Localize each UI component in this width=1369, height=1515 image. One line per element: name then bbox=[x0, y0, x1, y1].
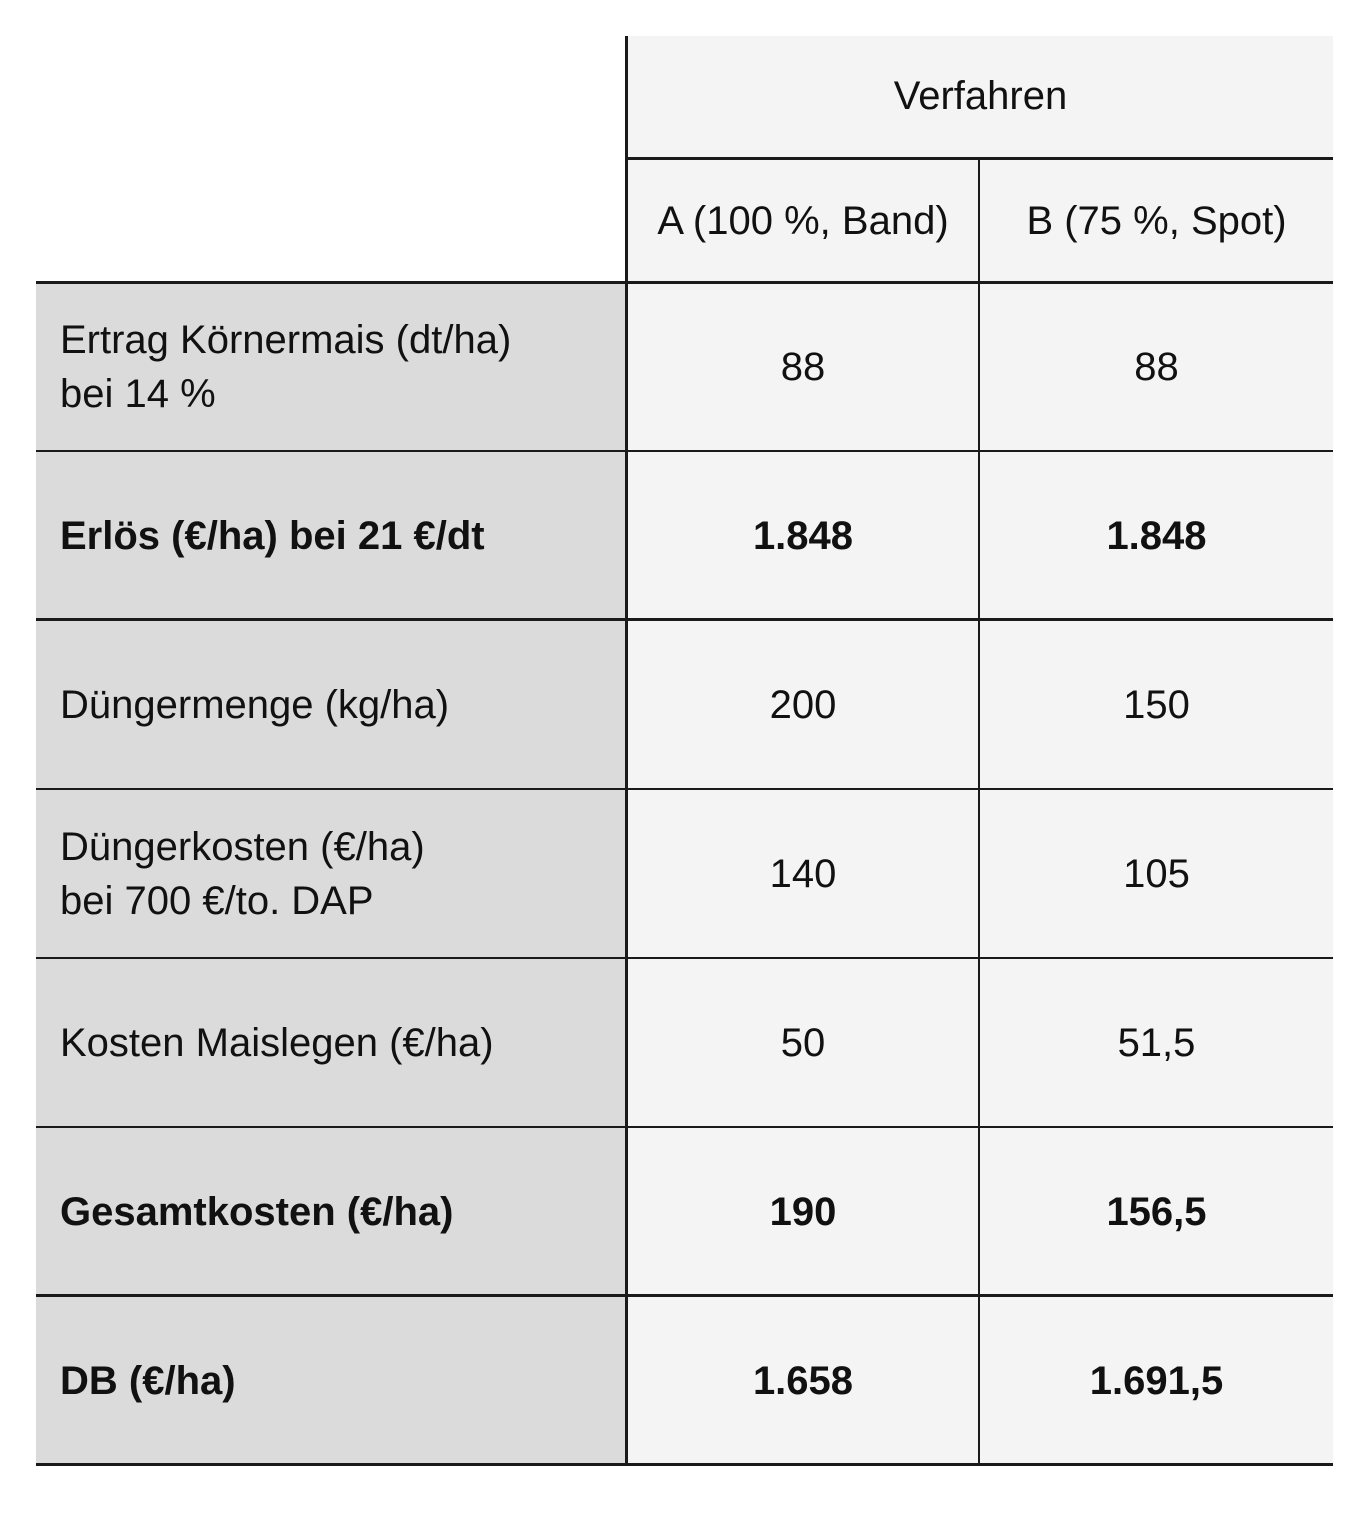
cell-duengerkosten-b: 105 bbox=[1123, 851, 1190, 896]
row-divider bbox=[36, 957, 1333, 959]
row-label-duengerkosten: Düngerkosten (€/ha) bei 700 €/to. DAP bbox=[60, 824, 425, 923]
table-bottom-border bbox=[36, 1463, 1333, 1466]
header-verfahren: Verfahren bbox=[893, 74, 1068, 118]
header-underline bbox=[626, 157, 1333, 160]
cell-duengermenge-b: 150 bbox=[1123, 682, 1190, 727]
row-divider bbox=[36, 618, 1333, 621]
cell-erloes-a: 1.848 bbox=[752, 513, 854, 558]
row-divider bbox=[36, 788, 1333, 790]
comparison-table bbox=[36, 36, 1333, 1466]
row-label-erloes: Erlös (€/ha) bei 21 €/dt bbox=[60, 513, 485, 558]
cell-duengerkosten-a: 140 bbox=[769, 851, 837, 896]
row-divider bbox=[36, 450, 1333, 452]
vertical-divider-columns bbox=[978, 158, 980, 1466]
cell-duengermenge-a: 200 bbox=[769, 682, 837, 727]
cell-db-a: 1.658 bbox=[752, 1358, 854, 1403]
cell-maislegen-b: 51,5 bbox=[1117, 1020, 1196, 1065]
cell-db-b: 1.691,5 bbox=[1089, 1358, 1224, 1403]
row-divider bbox=[36, 1294, 1333, 1297]
vertical-divider-main bbox=[625, 36, 628, 1466]
row-label-duengermenge: Düngermenge (kg/ha) bbox=[60, 682, 450, 727]
cell-ertrag-b: 88 bbox=[1134, 344, 1179, 389]
row-label-db: DB (€/ha) bbox=[60, 1358, 236, 1403]
cell-gesamtkosten-b: 156,5 bbox=[1106, 1189, 1207, 1234]
header-col-b: B (75 %, Spot) bbox=[1026, 198, 1287, 243]
row-divider bbox=[36, 281, 1333, 284]
cell-gesamtkosten-a: 190 bbox=[769, 1189, 837, 1234]
row-label-maislegen: Kosten Maislegen (€/ha) bbox=[60, 1020, 494, 1065]
cell-ertrag-a: 88 bbox=[780, 344, 826, 389]
cell-erloes-b: 1.848 bbox=[1106, 513, 1207, 558]
header-col-a: A (100 %, Band) bbox=[657, 198, 949, 243]
cell-maislegen-a: 50 bbox=[780, 1020, 826, 1065]
row-divider bbox=[36, 1126, 1333, 1128]
row-label-gesamtkosten: Gesamtkosten (€/ha) bbox=[60, 1189, 454, 1234]
row-label-ertrag: Ertrag Körnermais (dt/ha) bei 14 % bbox=[60, 317, 512, 416]
